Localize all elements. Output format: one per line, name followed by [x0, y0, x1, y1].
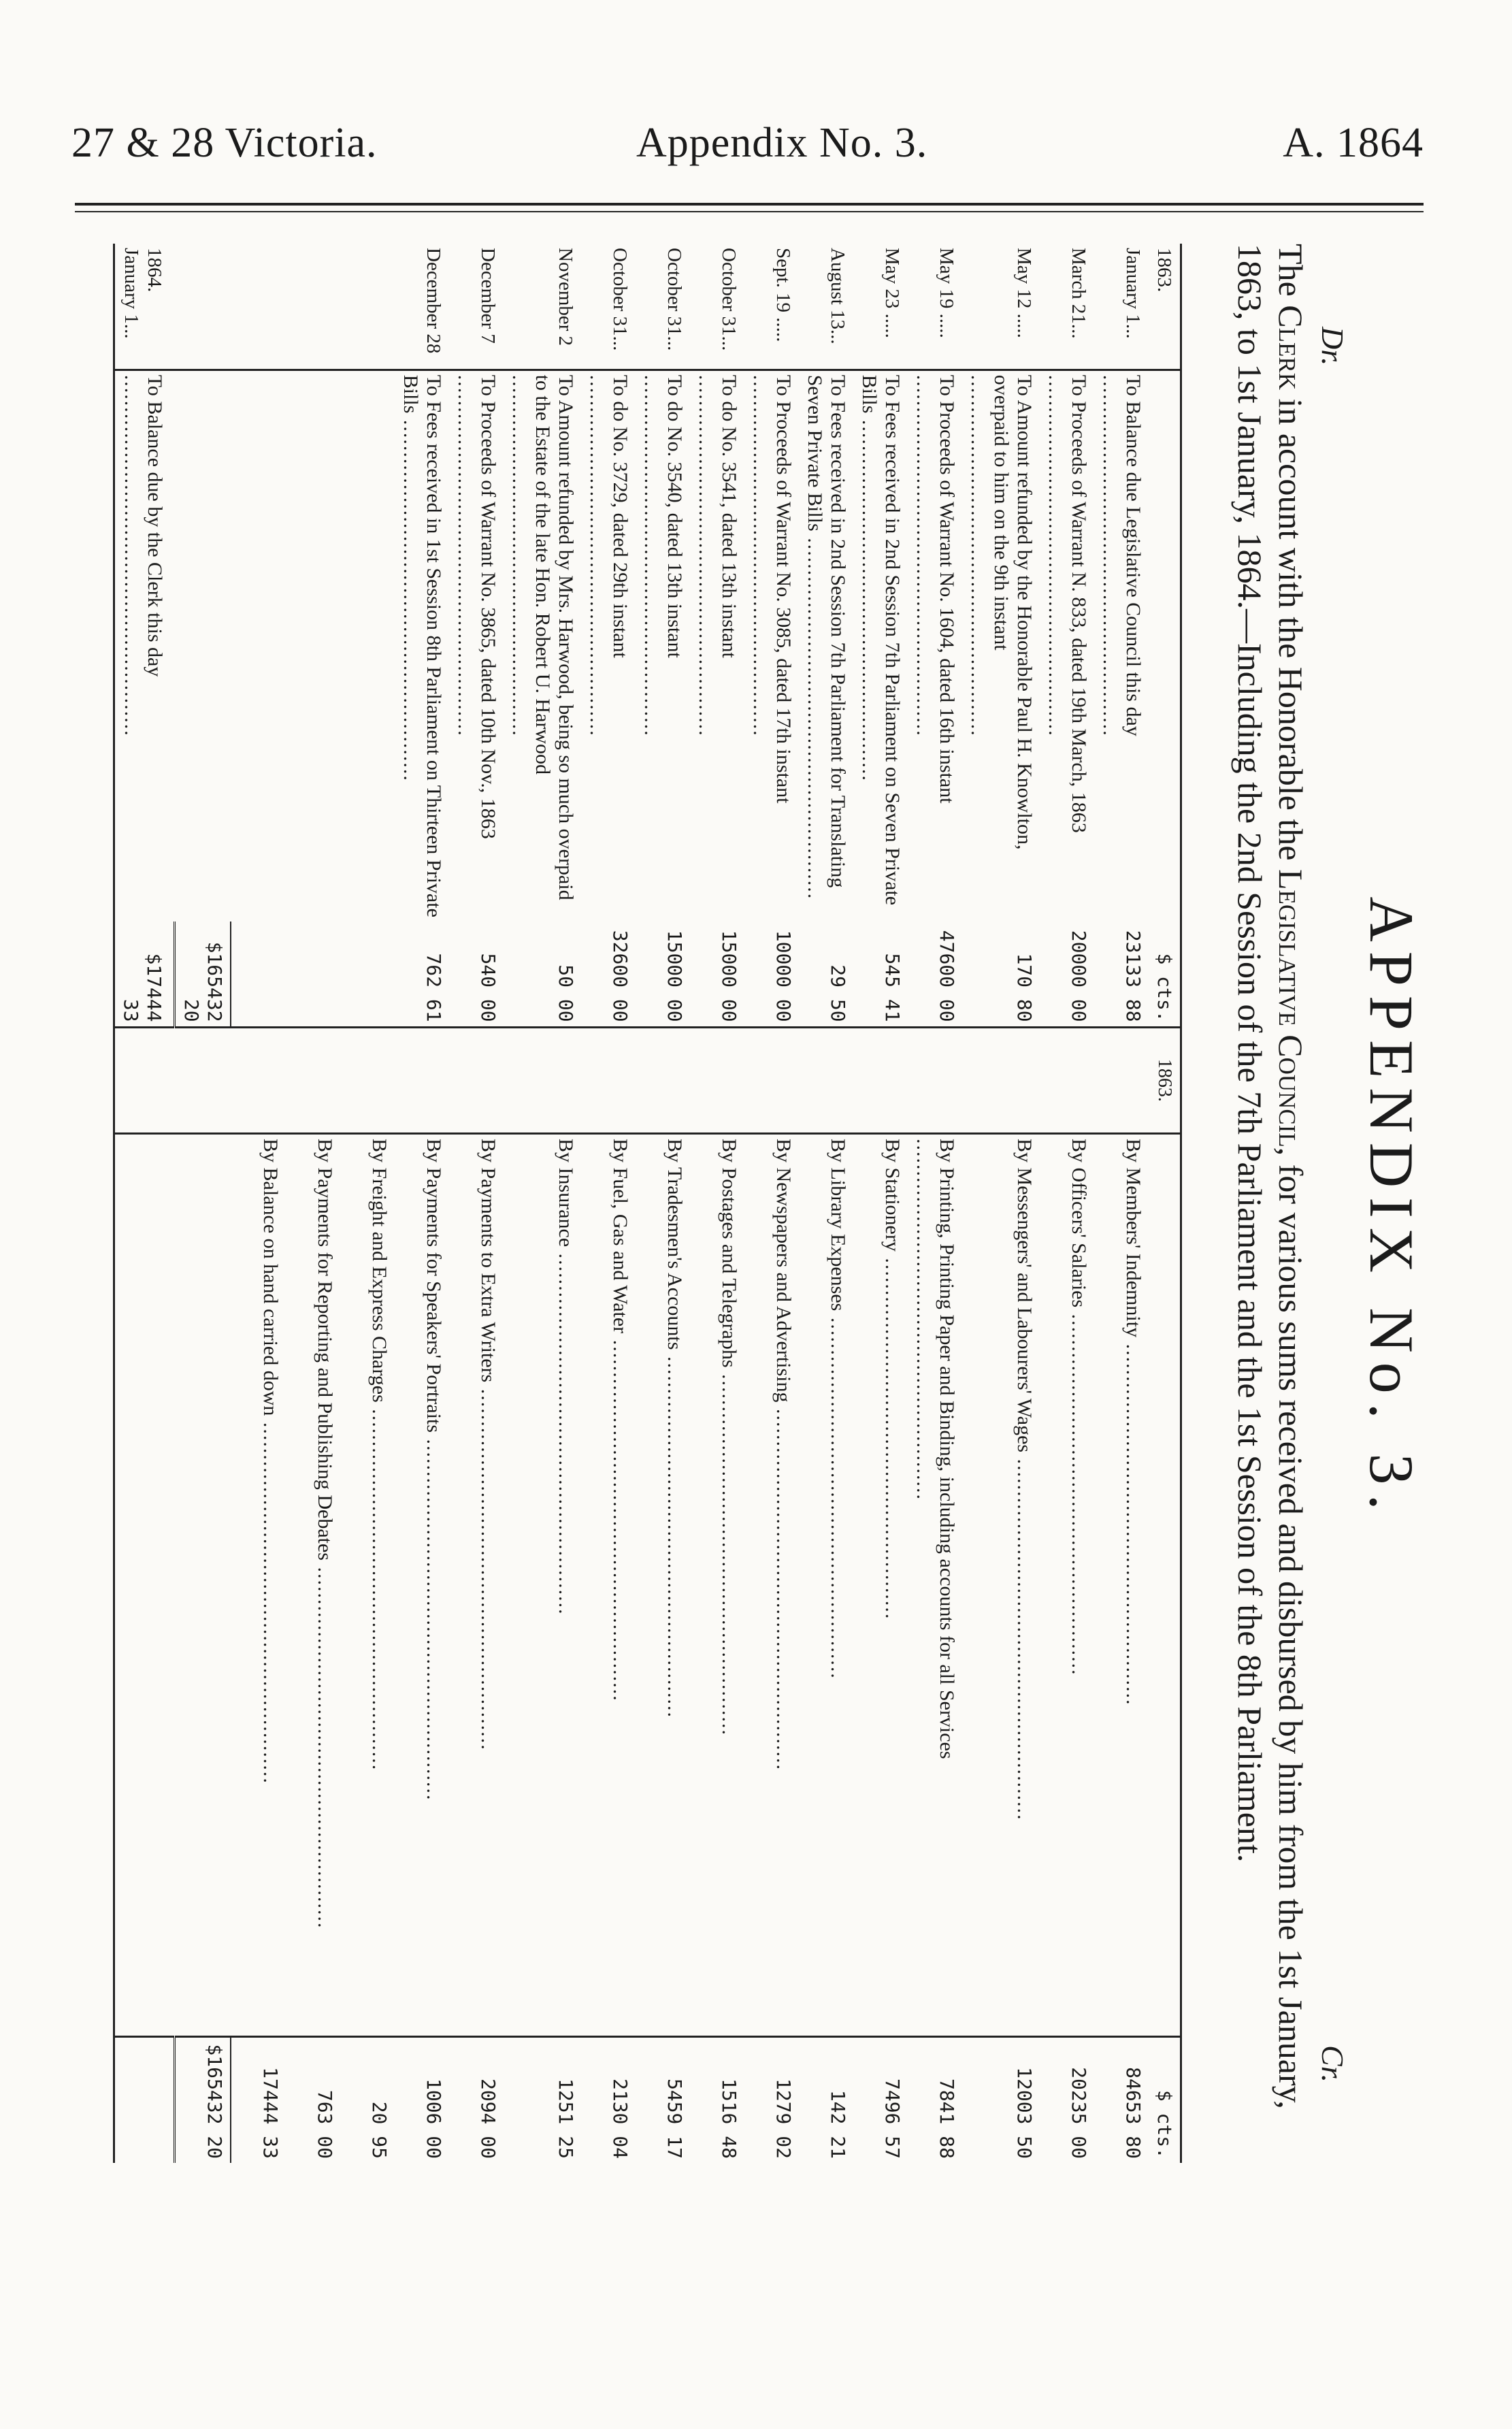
credit-date	[581, 1027, 636, 1133]
units-right: $ cts.	[1149, 2037, 1181, 2163]
final-amount: $17444 33	[114, 922, 175, 1027]
debit-date: October 31...	[690, 244, 744, 370]
appendix-title: APPENDIX No. 3.	[1357, 896, 1426, 1520]
credit-date	[853, 1027, 908, 1133]
debit-amount: 29 50	[799, 922, 853, 1027]
debit-date: December 28	[395, 244, 449, 370]
ledger-row	[690, 244, 744, 2163]
debit-amount: 15000 00	[636, 922, 690, 1027]
credit-date	[231, 1027, 286, 1133]
debit-description: To Proceeds of Warrant No. 1604, dated 16th instant .....	[908, 370, 962, 922]
credit-date	[690, 1027, 744, 1133]
debit-description: To Proceeds of Warrant No. 3085, dated 17th instant .....	[744, 370, 799, 922]
credit-date	[449, 1027, 504, 1133]
credit-amount: 1251 25	[504, 2037, 581, 2163]
debit-date: March 21...	[1040, 244, 1094, 370]
credit-date	[340, 1027, 395, 1133]
debit-description: To Proceeds of Warrant N. 833, dated 19th March, 1863 .....	[1040, 370, 1094, 922]
debit-date: January 1...	[1094, 244, 1149, 370]
debit-amount: 50 00	[504, 922, 581, 1027]
credit-description: By Postages and Telegraphs .....	[690, 1134, 744, 2037]
credit-amount: 84653 80	[1094, 2037, 1149, 2163]
credit-amount: 142 21	[799, 2037, 853, 2163]
ledger-row	[853, 244, 908, 2163]
debit-amount: 23133 88	[1094, 922, 1149, 1027]
ledger-row	[908, 244, 962, 2163]
rotated-account-page	[120, 231, 1432, 2185]
debit-description: To Amount refunded by the Honorable Paul H. Knowlton, overpaid to him on the 9th instant .....	[962, 370, 1040, 922]
clerk-smallcaps: Clerk	[1272, 305, 1310, 390]
debit-amount	[340, 922, 395, 1027]
credit-description: By Newspapers and Advertising .....	[744, 1134, 799, 2037]
header-session: 27 & 28 Victoria.	[71, 120, 378, 166]
debit-date: December 7	[449, 244, 504, 370]
credit-description: By Freight and Express Charges .....	[340, 1134, 395, 2037]
debit-description: To do No. 3541, dated 13th instant .....	[690, 370, 744, 922]
credit-date	[504, 1027, 581, 1133]
debit-date	[340, 244, 395, 370]
debit-amount: 540 00	[449, 922, 504, 1027]
ledger-row	[636, 244, 690, 2163]
year-right: 1863.	[1149, 1027, 1181, 1133]
debit-credit-labels	[1311, 231, 1351, 2185]
debit-description: To Proceeds of Warrant No. 3865, dated 10th Nov., 1863 .....	[449, 370, 504, 922]
credit-date	[744, 1027, 799, 1133]
council-smallcaps: Legislative Council	[1272, 868, 1310, 1147]
credit-date	[395, 1027, 449, 1133]
ledger-row	[962, 244, 1040, 2163]
credit-description: By Printing, Printing Paper and Binding, including accounts for all Services .....	[908, 1134, 962, 2037]
total-credit: $165432 20	[175, 2037, 231, 2163]
debit-date: May 12 .....	[962, 244, 1040, 370]
debit-description: To do No. 3729, dated 29th instant .....	[581, 370, 636, 922]
ledger-row	[1040, 244, 1094, 2163]
debit-description: To Amount refunded by Mrs. Harwood, being so much overpaid to the Estate of the late Hon. Robert U. Harwood .....	[504, 370, 581, 922]
debit-amount: 20000 00	[1040, 922, 1094, 1027]
header-rule-thin	[75, 211, 1424, 212]
credit-amount: 7841 88	[908, 2037, 962, 2163]
debit-description	[286, 370, 340, 922]
debit-amount	[231, 922, 286, 1027]
year-left: 1863.	[1149, 244, 1181, 370]
credit-amount: 20235 00	[1040, 2037, 1094, 2163]
credit-amount: 1516 48	[690, 2037, 744, 2163]
credit-description: By Insurance .....	[504, 1134, 581, 2037]
debit-amount: 170 80	[962, 922, 1040, 1027]
credit-amount: 763 00	[286, 2037, 340, 2163]
credit-date	[1040, 1027, 1094, 1133]
credit-description: By Stationery .....	[853, 1134, 908, 2037]
totals-row	[175, 244, 231, 2163]
credit-label: Cr.	[1315, 2045, 1350, 2083]
credit-description: By Officers' Salaries .....	[1040, 1134, 1094, 2037]
credit-amount: 1279 02	[744, 2037, 799, 2163]
credit-date	[286, 1027, 340, 1133]
debit-date: May 23 .....	[853, 244, 908, 370]
debit-amount: 545 41	[853, 922, 908, 1027]
debit-description: To Fees received in 2nd Session 7th Parliament on Seven Private Bills .....	[853, 370, 908, 922]
credit-amount: 12003 50	[962, 2037, 1040, 2163]
debit-date: Sept. 19 .....	[744, 244, 799, 370]
total-debit: $165432 20	[175, 922, 231, 1027]
credit-description: By Fuel, Gas and Water .....	[581, 1134, 636, 2037]
header-year: A. 1864	[1283, 120, 1424, 166]
debit-description	[340, 370, 395, 922]
debit-description: To Balance due Legislative Council this day .....	[1094, 370, 1149, 922]
debit-amount: 762 61	[395, 922, 449, 1027]
final-date: 1864. January 1...	[114, 244, 175, 370]
debit-date: October 31...	[636, 244, 690, 370]
ledger-row	[744, 244, 799, 2163]
credit-amount: 17444 33	[231, 2037, 286, 2163]
ledger-row	[1094, 244, 1149, 2163]
credit-description: By Members' Indemnity .....	[1094, 1134, 1149, 2037]
debit-date: May 19 .....	[908, 244, 962, 370]
credit-description: By Tradesmen's Accounts .....	[636, 1134, 690, 2037]
ledger-row	[231, 244, 286, 2163]
credit-date	[908, 1027, 962, 1133]
debit-description: To Fees received in 1st Session 8th Parliament on Thirteen Private Bills .....	[395, 370, 449, 922]
final-description: To Balance due by the Clerk this day .....	[114, 370, 175, 922]
credit-amount: 2130 04	[581, 2037, 636, 2163]
credit-description: By Messengers' and Labourers' Wages .....	[962, 1134, 1040, 2037]
credit-date	[799, 1027, 853, 1133]
credit-amount: 7496 57	[853, 2037, 908, 2163]
ledger-row	[581, 244, 636, 2163]
debit-amount: 32600 00	[581, 922, 636, 1027]
debit-date: November 2	[504, 244, 581, 370]
credit-description: By Payments for Speakers' Portraits .....	[395, 1134, 449, 2037]
account-intro: The Clerk in account with the Honorable the Legislative Council, for various sums received and disbursed by him from the 1st January, 1863, to 1st January, 1864.—Including the 2nd Session of the 7th Parliament and the 1st Session of the 8th Parliament.	[1231, 244, 1310, 2109]
units-left: $ cts.	[1149, 922, 1181, 1027]
credit-date	[636, 1027, 690, 1133]
credit-amount: 5459 17	[636, 2037, 690, 2163]
credit-description: By Payments for Reporting and Publishing Debates .....	[286, 1134, 340, 2037]
credit-description: By Payments to Extra Writers .....	[449, 1134, 504, 2037]
ledger-row	[340, 244, 395, 2163]
header-appendix: Appendix No. 3.	[636, 120, 928, 166]
debit-description: To Fees received in 2nd Session 7th Parliament for Translating Seven Private Bills .....	[799, 370, 853, 922]
credit-description: By Balance on hand carried down .....	[231, 1134, 286, 2037]
header-rule	[75, 203, 1424, 206]
ledger-row	[504, 244, 581, 2163]
credit-date	[962, 1027, 1040, 1133]
ledger-row	[395, 244, 449, 2163]
ledger-row	[799, 244, 853, 2163]
debit-amount: 15000 00	[690, 922, 744, 1027]
debit-amount: 10000 00	[744, 922, 799, 1027]
ledger-header-row	[1149, 244, 1181, 2163]
debit-amount: 47600 00	[908, 922, 962, 1027]
credit-amount: 2094 00	[449, 2037, 504, 2163]
debit-description: To do No. 3540, dated 13th instant .....	[636, 370, 690, 922]
debit-label: Dr.	[1315, 327, 1350, 366]
credit-amount: 20 95	[340, 2037, 395, 2163]
debit-description	[231, 370, 286, 922]
debit-date	[231, 244, 286, 370]
balance-row	[114, 244, 175, 2163]
credit-description: By Library Expenses .....	[799, 1134, 853, 2037]
debit-amount	[286, 922, 340, 1027]
debit-date: August 13...	[799, 244, 853, 370]
credit-date	[1094, 1027, 1149, 1133]
credit-amount: 1006 00	[395, 2037, 449, 2163]
ledger-row	[286, 244, 340, 2163]
ledger-row	[449, 244, 504, 2163]
account-ledger	[113, 244, 1182, 2163]
debit-date: October 31...	[581, 244, 636, 370]
debit-date	[286, 244, 340, 370]
